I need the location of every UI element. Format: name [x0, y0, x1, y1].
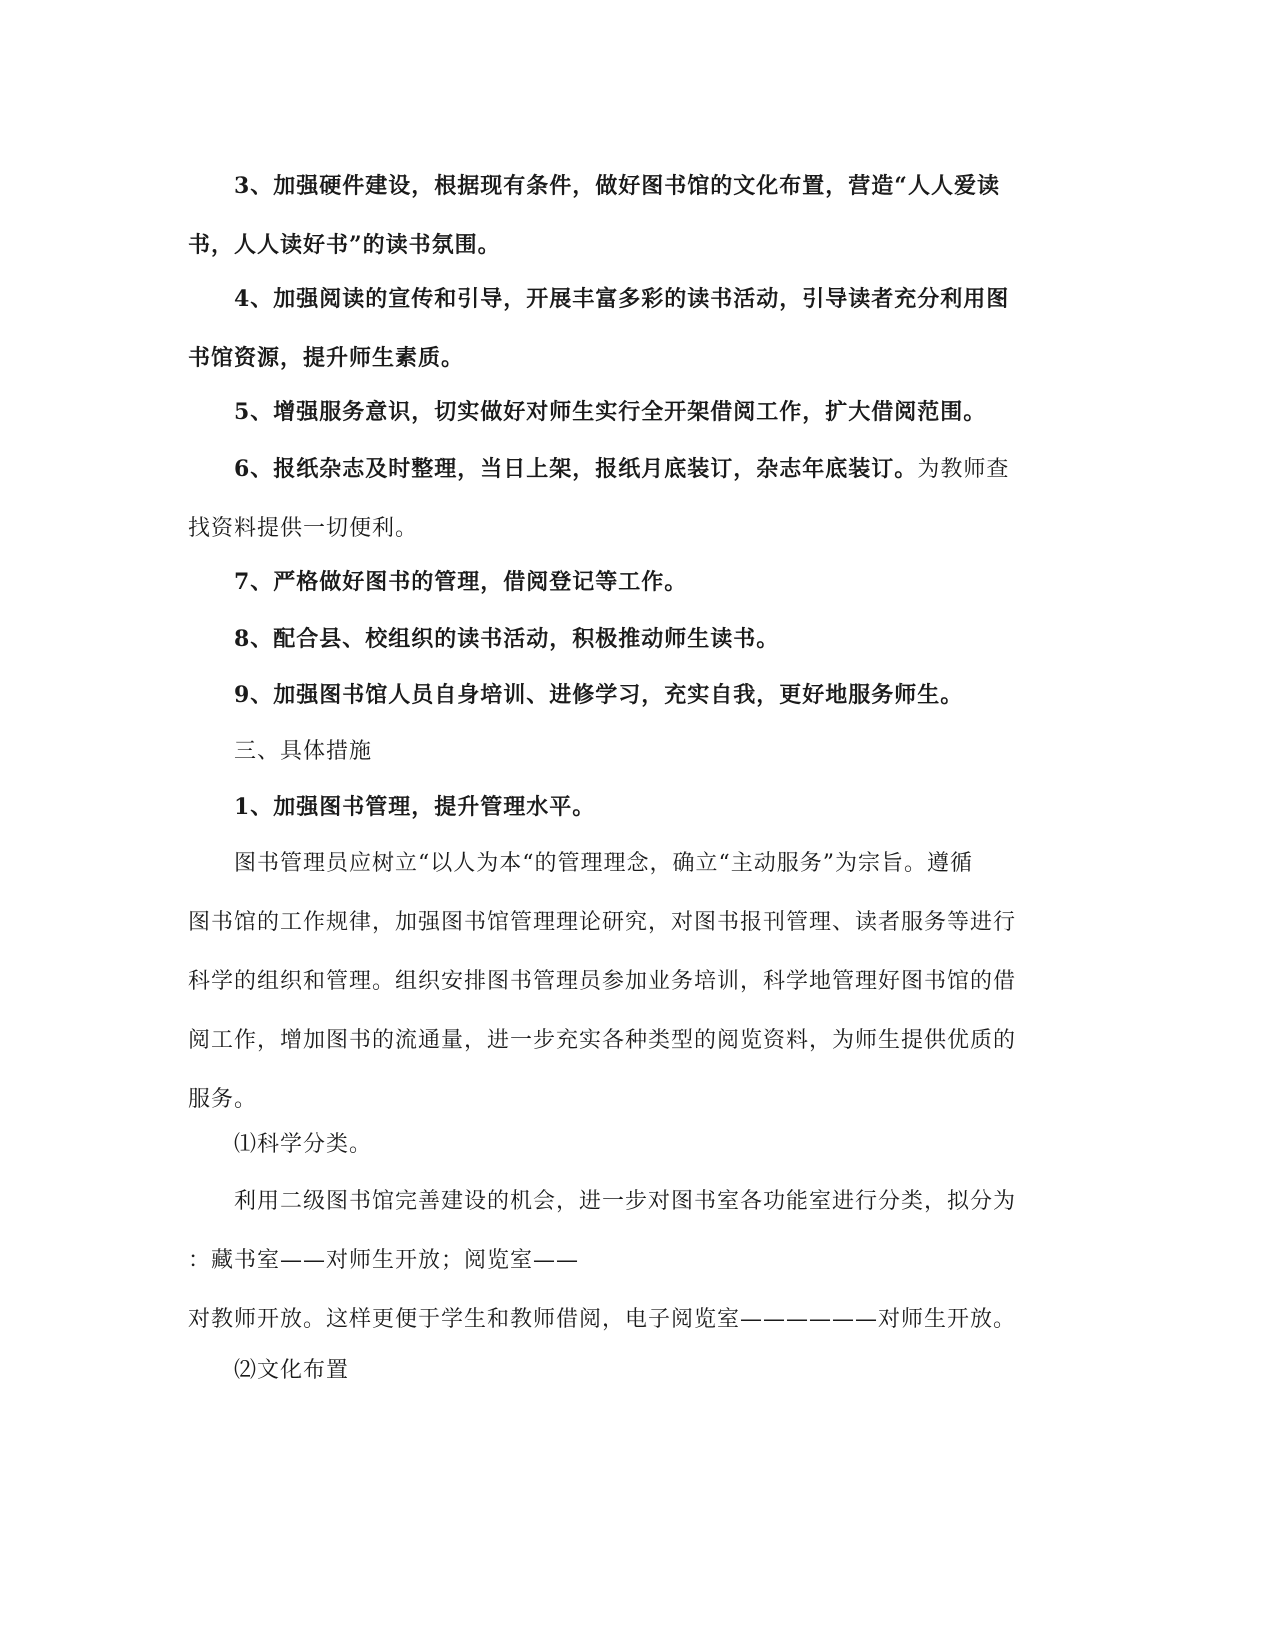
text-line: ⑴科学分类。 — [234, 1132, 373, 1157]
text-line: 8、配合县、校组织的读书活动，积极推动师生读书。 — [234, 626, 780, 652]
classification-paragraph — [188, 1172, 1088, 1349]
text-line: 9、加强图书馆人员自身培训、进修学习，充实自我，更好地服务师生。 — [234, 682, 964, 708]
text-line: 图书馆的工作规律，加强图书馆管理理论研究，对图书报刊管理、读者服务等进行 — [188, 910, 1017, 935]
text-line: 对教师开放。这样更便于学生和教师借阅，电子阅览室——————对师生开放。 — [188, 1307, 1017, 1332]
text-line: 图书管理员应树立“以人为本“的管理理念，确立“主动服务”为宗旨。遵循 — [234, 851, 973, 876]
text-line: ⑵文化布置 — [234, 1358, 350, 1383]
paragraph-item-3 — [188, 157, 1088, 275]
paragraph-item-4 — [188, 270, 1088, 388]
text-line: 利用二级图书馆完善建设的机会，进一步对图书室各功能室进行分类，拟分为 — [234, 1189, 1017, 1214]
paragraph-item-6 — [188, 440, 1088, 558]
body-paragraph — [188, 834, 1088, 1129]
text-line: 4、加强阅读的宣传和引导，开展丰富多彩的读书活动，引导读者充分利用图 — [234, 286, 1010, 312]
text-line: 服务。 — [188, 1087, 258, 1112]
text-line: 科学的组织和管理。组织安排图书管理员参加业务培训，科学地管理好图书馆的借 — [188, 969, 1017, 994]
subsection-heading — [188, 778, 1088, 837]
text-line: 5、增强服务意识，切实做好对师生实行全开架借阅工作，扩大借阅范围。 — [234, 399, 987, 425]
text-line: 7、严格做好图书的管理，借阅登记等工作。 — [234, 569, 688, 595]
text-line: ：藏书室——对师生开放；阅览室—— — [188, 1248, 580, 1273]
bold-text: 6、报纸杂志及时整理，当日上架，报纸月底装订，杂志年底装订。 — [234, 456, 918, 482]
text-line — [188, 440, 1088, 499]
text-line: 3、加强硬件建设，根据现有条件，做好图书馆的文化布置，营造“人人爱读 — [234, 173, 1000, 199]
text-line: 书，人人读好书”的读书氛围。 — [188, 232, 501, 258]
list-heading-2 — [188, 1341, 1088, 1400]
paragraph-item-5 — [188, 383, 1088, 442]
paragraph-item-7 — [188, 553, 1088, 612]
normal-text: 为教师查 — [917, 457, 1010, 482]
text-line: 1、加强图书管理，提升管理水平。 — [234, 794, 596, 820]
paragraph-item-8 — [188, 610, 1088, 669]
paragraph-item-9 — [188, 666, 1088, 725]
section-heading — [188, 722, 1088, 781]
text-line: 三、具体措施 — [234, 739, 373, 764]
text-line: 阅工作，增加图书的流通量，进一步充实各种类型的阅览资料，为师生提供优质的 — [188, 1028, 1017, 1053]
list-heading-1 — [188, 1115, 1088, 1174]
text-line: 找资料提供一切便利。 — [188, 516, 419, 541]
text-line: 书馆资源，提升师生素质。 — [188, 345, 465, 371]
